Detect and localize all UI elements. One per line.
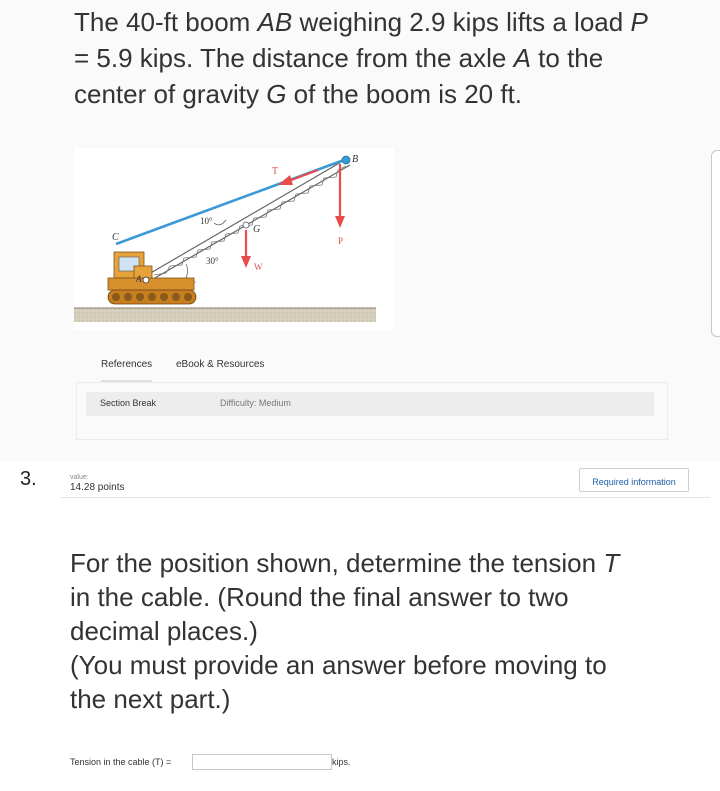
problem-line-2 — [74, 40, 720, 76]
section-break-bar — [86, 392, 654, 416]
label-angle-10: 10° — [200, 216, 213, 226]
answer-label: Tension in the cable (T) = — [70, 757, 172, 767]
instruction-line-5: the next part.) — [70, 684, 231, 714]
problem-text: of the boom is 20 ft. — [286, 79, 523, 109]
points-value: 14.28 points — [70, 482, 125, 493]
tension-arrow — [278, 170, 318, 185]
problem-text: weighing 2.9 kips lifts a load — [292, 7, 631, 37]
var-p: P — [630, 7, 648, 37]
required-information-button[interactable]: Required information — [579, 468, 689, 492]
problem-line-1 — [74, 4, 720, 40]
crane-figure — [74, 148, 394, 330]
difficulty-label: Difficulty: Medium — [220, 398, 291, 408]
load-arrow — [335, 164, 345, 228]
instruction-line-2: in the cable. (Round the final answer to two — [70, 582, 569, 612]
problem-text: = 5.9 kips. The distance from the axle — [74, 43, 514, 73]
instruction-part: For the position shown, determine the tension — [70, 548, 604, 578]
resource-tabs — [76, 350, 666, 382]
problem-text: The 40-ft boom — [74, 7, 258, 37]
label-c: C — [112, 232, 119, 243]
problem-text: center of gravity — [74, 79, 267, 109]
units-label: kips. — [332, 757, 351, 767]
label-t: T — [272, 166, 279, 177]
instruction-line-3: decimal places.) — [70, 616, 258, 646]
ground — [74, 308, 376, 322]
tab-references[interactable]: References — [101, 350, 152, 382]
center-of-gravity — [243, 222, 249, 228]
instruction-line-4: (You must provide an answer before moving to — [70, 650, 607, 680]
var-g: G — [266, 79, 287, 109]
label-w: W — [254, 262, 263, 272]
crane-diagram — [74, 148, 394, 330]
pulley-b — [342, 156, 350, 164]
tab-ebook-resources[interactable]: eBook & Resources — [176, 359, 265, 370]
crane-body — [108, 252, 194, 290]
label-g: G — [253, 224, 261, 235]
instruction-text — [70, 546, 715, 716]
label-p: P — [338, 236, 344, 246]
section-break-label: Section Break — [100, 398, 157, 408]
problem-statement — [74, 4, 720, 112]
var-a: A — [513, 43, 531, 73]
angle-arc-10 — [214, 220, 226, 225]
label-a: A — [136, 274, 142, 284]
value-label: value: — [70, 474, 89, 481]
crane-track — [108, 290, 196, 304]
problem-line-3 — [74, 76, 720, 112]
divider — [60, 497, 710, 498]
problem-text: to the — [530, 43, 604, 73]
var-ab: AB — [257, 7, 293, 37]
label-angle-30: 30° — [206, 256, 219, 266]
label-b: B — [352, 154, 359, 165]
instruction-line-1 — [70, 546, 715, 580]
side-panel-edge — [711, 150, 720, 337]
question-number: 3. — [20, 468, 37, 490]
weight-arrow — [241, 230, 251, 268]
tension-input[interactable] — [192, 754, 332, 770]
var-t: T — [603, 548, 620, 578]
